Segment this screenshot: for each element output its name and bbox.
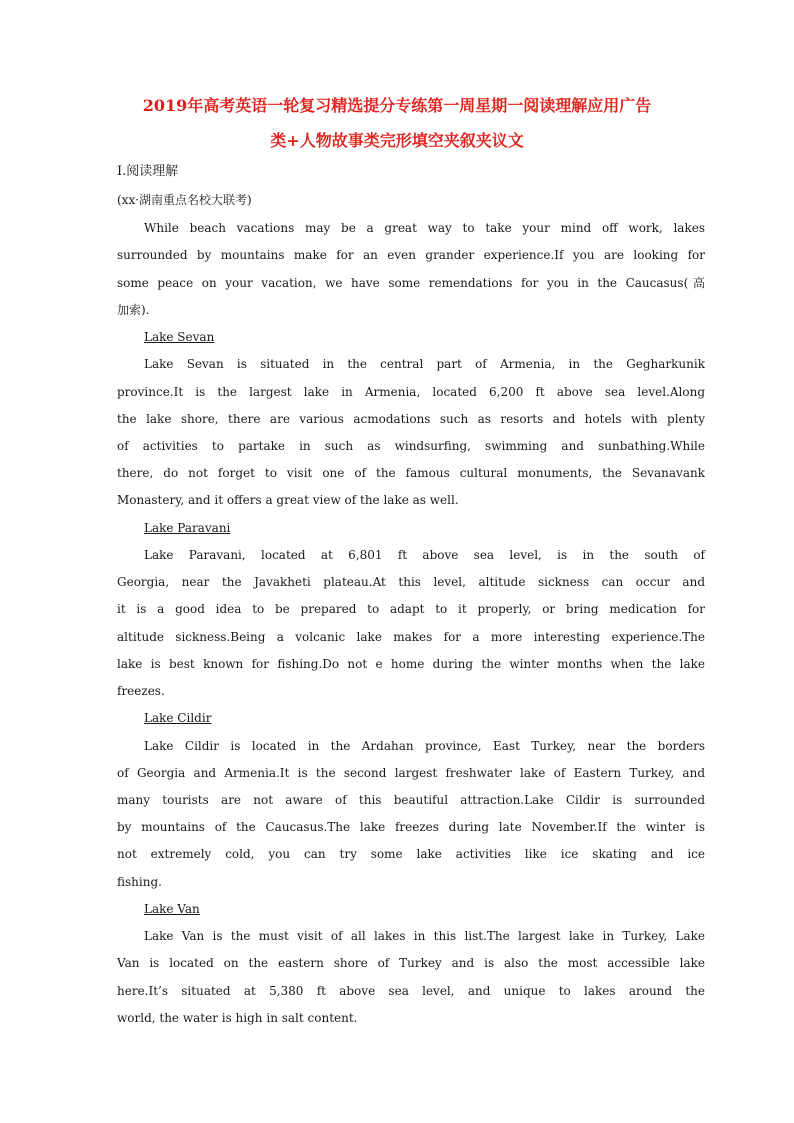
paragraph-line: fishing.: [117, 875, 162, 889]
paragraph-line: many tourists are not aware of this beautiful attraction.Lake Cildir is surrounded: [117, 793, 705, 807]
document-title-line-2: 类+人物故事类完形填空夹叙夹议文: [270, 131, 524, 150]
source-note: (xx·湖南重点名校大联考): [117, 193, 252, 207]
paragraph-line: altitude sickness.Being a volcanic lake makes for a more interesting experience.The: [117, 630, 705, 644]
intro-line: 加索).: [117, 303, 150, 317]
paragraph-line: there, do not forget to visit one of the famous cultural monuments, the Sevanavank: [117, 466, 705, 480]
paragraph-line: Monastery, and it offers a great view of the lake as well.: [117, 493, 459, 507]
intro-line: While beach vacations may be a great way to take your mind off work, lakes: [144, 221, 705, 235]
paragraph-line: freezes.: [117, 684, 165, 698]
paragraph-line: Georgia, near the Javakheti plateau.At this level, altitude sickness can occur and: [117, 575, 705, 589]
paragraph-line: it is a good idea to be prepared to adapt to it properly, or bring medication for: [117, 602, 705, 616]
paragraph-line: Lake Paravani, located at 6,801 ft above sea level, is in the south of: [144, 548, 705, 562]
paragraph-line: Lake Cildir is located in the Ardahan province, East Turkey, near the borders: [144, 739, 705, 753]
document-title-line-1: 2019年高考英语一轮复习精选提分专练第一周星期一阅读理解应用广告: [142, 96, 652, 115]
intro-line: some peace on your vacation, we have some remendations for you in the Caucasus(高: [117, 276, 705, 290]
paragraph-line: world, the water is high in salt content.: [117, 1011, 358, 1025]
paragraph-line: here.It’s situated at 5,380 ft above sea level, and unique to lakes around the: [117, 984, 705, 998]
paragraph-line: by mountains of the Caucasus.The lake freezes during late November.If the winter is: [117, 820, 705, 834]
paragraph-line: of activities to partake in such as windsurfing, swimming and sunbathing.While: [117, 439, 705, 453]
intro-line: surrounded by mountains make for an even grander experience.If you are looking for: [117, 248, 705, 262]
lake-heading-sevan: Lake Sevan: [144, 330, 215, 344]
lake-heading-cildir: Lake Cildir: [144, 711, 212, 725]
paragraph-line: of Georgia and Armenia.It is the second largest freshwater lake of Eastern Turkey, and: [117, 766, 705, 780]
paragraph-line: Lake Van is the must visit of all lakes in this list.The largest lake in Turkey, Lake: [144, 929, 705, 943]
paragraph-line: Lake Sevan is situated in the central part of Armenia, in the Gegharkunik: [144, 357, 705, 371]
paragraph-line: the lake shore, there are various acmodations such as resorts and hotels with plenty: [117, 412, 705, 426]
paragraph-line: not extremely cold, you can try some lake activities like ice skating and ice: [117, 847, 705, 861]
paragraph-line: Van is located on the eastern shore of Turkey and is also the most accessible lake: [117, 956, 705, 970]
paragraph-line: lake is best known for fishing.Do not e home during the winter months when the lake: [117, 657, 705, 671]
lake-heading-paravani: Lake Paravani: [144, 521, 231, 535]
paragraph-line: province.It is the largest lake in Armenia, located 6,200 ft above sea level.Along: [117, 385, 705, 399]
section-label: Ⅰ.阅读理解: [117, 164, 179, 179]
lake-heading-van: Lake Van: [144, 902, 200, 916]
